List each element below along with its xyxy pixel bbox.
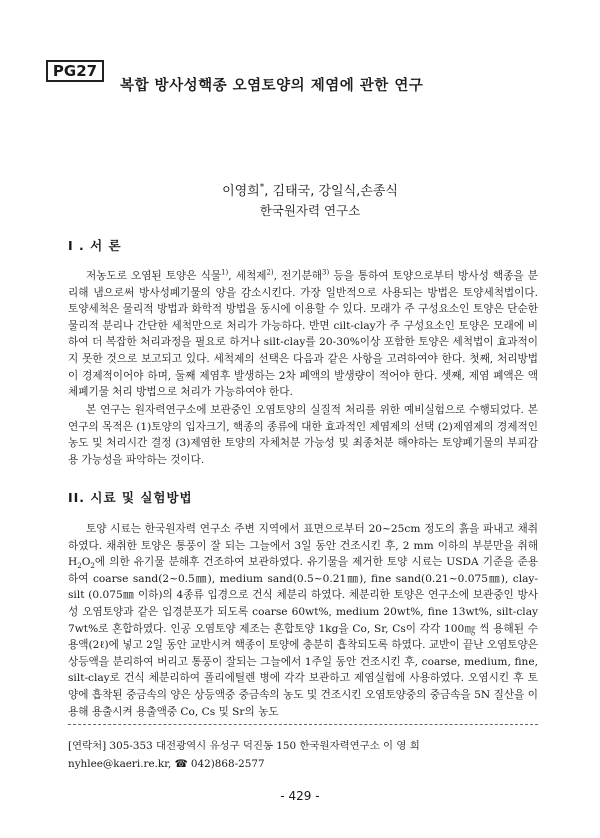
section-heading-intro: I . 서 론: [68, 238, 122, 253]
contact-address: [연락처] 305-353 대전광역시 유성구 덕진동 150 한국원자력연구소 이 영 희: [68, 740, 420, 752]
section-heading-methods: II. 시료 및 실험방법: [68, 490, 193, 505]
intro-p1-text-a: 저농도로 오염된 토양은 식물: [86, 270, 222, 282]
subscript-h2: 2: [77, 562, 82, 571]
paper-title: 복합 방사성핵종 오염토양의 제염에 관한 연구: [120, 78, 424, 94]
methods-paragraph-1: [68, 521, 538, 720]
corresponding-mark: *: [259, 182, 265, 193]
methods-p1-text-c: 에 의한 유기물 분해후 건조하여 보관하였다. 유기물을 제거한 토양 시료는 USDA 기준을 준용하여 coarse sand(2~0.5㎜), medium sand(0.5~0.21㎜), fine sand(0.21~0.075㎜), clay-silt (0.075㎜ 이하)의 4종류 입경으로 건식 체분리 하였다. 체분리한 토양은 연구소에 보관중인 방사성 오염토양과 같은 입경분포가 되도록 coarse 60wt%, medium 20wt%, fine 13wt%, silt-clay 7wt%로 혼합하였다. 인공 오염토양 제조는 혼합토양 1kg을 Co, Sr, Cs이 각각 100㎎ 씩 용해된 수용액(2ℓ)에 넣고 2일 동안 교반시켜 핵종이 토양에 충분히 흡착되도록 하였다. 교반이 끝난 오염토양은 상등액을 분리하여 버리고 통풍이 잘되는 그늘에서 1주일 동안 건조시킨 후, coarse, medium, fine, silt-clay로 건식 체분리하여 폴리에틸렌 병에 각각 보관하고 제염실험에 사용하였다. 오염시킨 후 토양에 흡착된 중금속의 양은 상등액중 중금속의 농도 및 건조시킨 오염토양중의 중금속을 5N 질산을 이용해 용출시켜 용출액중 Co, Cs 및 Sr의 농도: [68, 556, 538, 718]
page-number: - 429 -: [280, 789, 320, 803]
ref-1: 1): [221, 268, 229, 277]
intro-p1-text-b: , 세척제: [228, 270, 267, 282]
intro-p1-text-c: , 전기분해: [273, 270, 323, 282]
affiliation: 한국원자력 연구소: [259, 203, 361, 218]
paper-code-box: PG27: [46, 60, 104, 82]
ref-3: 3): [322, 268, 330, 277]
subscript-o2: 2: [90, 562, 95, 571]
intro-paragraph-1: [68, 268, 538, 401]
ref-2: 2): [266, 268, 274, 277]
footnote-divider: [68, 724, 538, 725]
methods-p1-text-a: 토양 시료는 한국원자력 연구소 주변 지역에서 표면으로부터 20~25cm 정도의 흙을 파내고 채취하였다. 채취한 토양은 통풍이 잘 되는 그늘에서 3일 동안 건조시킨 후, 2 mm 이하의 부분만을 취해 H: [68, 523, 538, 569]
co-authors: , 김태국, 강일식,손종식: [264, 184, 398, 199]
lead-author: 이영희: [222, 184, 260, 199]
contact-email-phone: nyhlee@kaeri.re.kr, ☎ 042)868-2577: [68, 758, 265, 770]
methods-p1-text-b: O: [81, 556, 91, 569]
intro-p1-text-d: 등을 통하여 토양으로부터 방사성 핵종을 분리해 냄으로써 방사성폐기물의 양을 감소시킨다. 가장 일반적으로 사용되는 방법은 토양세척법이다. 토양세척은 물리적 방법과 화학적 방법을 동시에 이용할 수 있다. 모래가 주 구성요소인 토양은 단순한 물리적 분리나 간단한 세척만으로 처리가 가능하다. 반면 cilt-clay가 주 구성요소인 토양은 모래에 비하여 더 복잡한 처리과정을 필요로 하거나 silt-clay를 20-30%이상 포함한 토양은 세척법이 효과적이지 못한 것으로 보고되고 있다. 세척제의 선택은 다음과 같은 사항을 고려하여야 한다. 첫째, 처리방법이 경제적이어야 하며, 둘째 제염후 발생하는 2차 폐액의 발생량이 적어야 한다. 셋째, 제염 폐액은 액체폐기물 처리 방법으로 처리가 가능하여야 한다.: [68, 270, 539, 399]
intro-paragraph-2: 본 연구는 원자력연구소에 보관중인 오염토양의 실질적 처리를 위한 예비실험으로 수행되었다. 본 연구의 목적은 (1)토양의 입자크기, 핵종의 종류에 대한 효과적인 제염제의 선택 (2)제염제의 경제적인 농도 및 처리시간 결정 (3)제염한 토양의 자체처분 가능성 및 최종처분 해야하는 토양폐기물의 부피감용 가능성을 파악하는 것이다.: [68, 404, 538, 466]
author-list: [0, 180, 600, 199]
